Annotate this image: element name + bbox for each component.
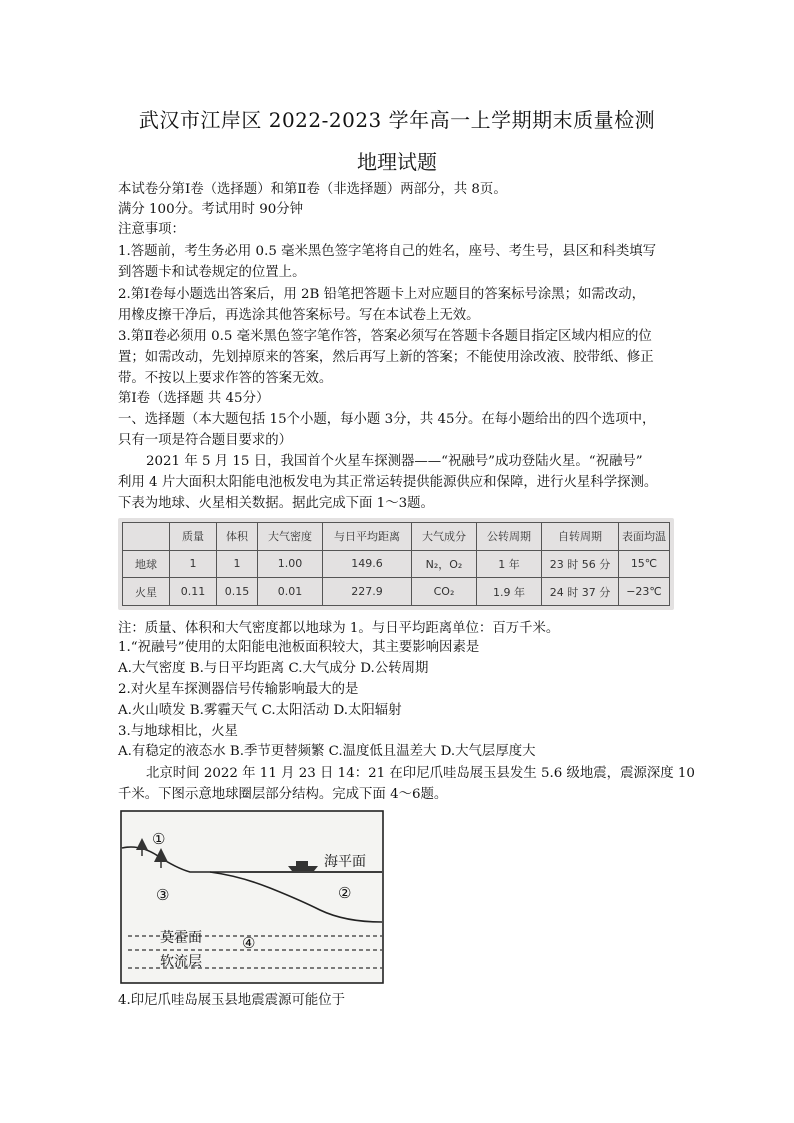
question-options: A.有稳定的液态水 B.季节更替频繁 C.温度低且温差大 D.大气层厚度大 bbox=[118, 744, 536, 759]
passage-line: 利用 4 片大面积太阳能电池板发电为其正常运转提供能源供应和保障，进行火星科学探测。 bbox=[118, 475, 658, 490]
table-cell: 1 bbox=[170, 550, 217, 578]
table-header-cell: 质量 bbox=[170, 523, 217, 551]
table-cell: 1.00 bbox=[258, 550, 323, 578]
intro-line: 1.答题前，考生务必用 0.5 毫米黑色签字笔将自己的姓名，座号、考生号，县区和科类填写 bbox=[118, 244, 657, 259]
table-cell: 24 时 37 分 bbox=[542, 578, 619, 606]
table-header-cell: 自转周期 bbox=[542, 523, 619, 551]
question-stem: 1.“祝融号”使用的太阳能电池板面积较大，其主要影响因素是 bbox=[118, 640, 480, 655]
label-4: ④ bbox=[242, 934, 256, 952]
table-cell: 227.9 bbox=[323, 578, 412, 606]
intro-line: 置；如需改动，先划掉原来的答案，然后再写上新的答案；不能使用涂改液、胶带纸、修正 bbox=[118, 350, 654, 365]
table-header-cell: 表面均温 bbox=[619, 523, 670, 551]
table-header-cell: 公转周期 bbox=[477, 523, 542, 551]
ship-icon bbox=[288, 866, 318, 871]
ship-cabin bbox=[296, 861, 308, 866]
question-options: A.大气密度 B.与日平均距离 C.大气成分 D.公转周期 bbox=[118, 661, 429, 676]
page-title: 武汉市江岸区 2022-2023 学年高一上学期期末质量检测 bbox=[138, 108, 656, 132]
table-cell: 0.15 bbox=[217, 578, 258, 606]
table-cell: 1.9 年 bbox=[477, 578, 542, 606]
question-stem: 4.印尼爪哇岛展玉县地震震源可能位于 bbox=[118, 993, 346, 1008]
table-cell: 23 时 56 分 bbox=[542, 550, 619, 578]
table-header-cell: 体积 bbox=[217, 523, 258, 551]
table-cell: 1 年 bbox=[477, 550, 542, 578]
intro-line: 到答题卡和试卷规定的位置上。 bbox=[118, 265, 306, 280]
table-cell: 149.6 bbox=[323, 550, 412, 578]
table-header-row bbox=[123, 523, 670, 551]
table-header-cell: 大气成分 bbox=[412, 523, 477, 551]
intro-line: 带。不按以上要求作答的答案无效。 bbox=[118, 371, 333, 386]
intro-line: 只有一项是符合题目要求的） bbox=[118, 433, 293, 448]
question-stem: 3.与地球相比，火星 bbox=[118, 724, 238, 739]
passage-line: 下表为地球、火星相关数据。据此完成下面 1～3题。 bbox=[118, 496, 434, 511]
question-stem: 2.对火星车探测器信号传输影响最大的是 bbox=[118, 682, 359, 697]
table-header-cell: 大气密度 bbox=[258, 523, 323, 551]
intro-line: 2.第Ⅰ卷每小题选出答案后，用 2B 铅笔把答题卡上对应题目的答案标号涂黑；如需改动， bbox=[118, 287, 645, 302]
earth-mars-table bbox=[122, 522, 670, 606]
intro-line: 一、选择题（本大题包括 15个小题，每小题 3分，共 45分。在每小题给出的四个选项中， bbox=[118, 412, 656, 427]
asthenosphere-label: 软流层 bbox=[160, 954, 202, 970]
table-row bbox=[123, 550, 670, 578]
table-header-cell bbox=[123, 523, 170, 551]
page-subtitle: 地理试题 bbox=[357, 150, 437, 174]
intro-line: 3.第Ⅱ卷必须用 0.5 毫米黑色签字笔作答，答案必须写在答题卡各题目指定区域内相应的位 bbox=[118, 329, 652, 344]
intro-line: 本试卷分第Ⅰ卷（选择题）和第Ⅱ卷（非选择题）两部分，共 8页。 bbox=[118, 182, 507, 197]
intro-line: 注意事项： bbox=[118, 222, 185, 237]
section-heading: 第Ⅰ卷（选择题 共 45分） bbox=[118, 391, 270, 406]
passage-line: 北京时间 2022 年 11 月 23 日 14：21 在印尼爪哇岛展玉县发生 5.6 级地震，震源深度 10 bbox=[146, 766, 695, 781]
label-3: ③ bbox=[156, 886, 170, 904]
intro-line: 满分 100分。考试用时 90分钟 bbox=[118, 202, 304, 217]
table-row bbox=[123, 578, 670, 606]
earth-layers-diagram bbox=[120, 810, 384, 984]
data-table-frame bbox=[118, 518, 674, 610]
question-options: A.火山喷发 B.雾霾天气 C.太阳活动 D.太阳辐射 bbox=[118, 703, 402, 718]
passage-line: 千米。下图示意地球圈层部分结构。完成下面 4～6题。 bbox=[118, 787, 448, 802]
sea-level-label: 海平面 bbox=[324, 854, 366, 870]
table-cell: 0.11 bbox=[170, 578, 217, 606]
table-cell: 火星 bbox=[123, 578, 170, 606]
table-cell: CO₂ bbox=[412, 578, 477, 606]
passage-line: 2021 年 5 月 15 日，我国首个火星车探测器——“祝融号”成功登陆火星。“祝融号” bbox=[146, 454, 643, 469]
label-1: ① bbox=[152, 830, 166, 848]
table-cell: 1 bbox=[217, 550, 258, 578]
table-header-cell: 与日平均距离 bbox=[323, 523, 412, 551]
table-cell: 15℃ bbox=[619, 550, 670, 578]
table-note: 注：质量、体积和大气密度都以地球为 1。与日平均距离单位：百万千米。 bbox=[118, 621, 560, 636]
moho-label: 莫霍面 bbox=[160, 930, 202, 946]
table-cell: N₂，O₂ bbox=[412, 550, 477, 578]
table-cell: 0.01 bbox=[258, 578, 323, 606]
table-cell: 地球 bbox=[123, 550, 170, 578]
intro-line: 用橡皮擦干净后，再选涂其他答案标号。写在本试卷上无效。 bbox=[118, 308, 480, 323]
table-cell: −23℃ bbox=[619, 578, 670, 606]
label-2: ② bbox=[338, 884, 352, 902]
